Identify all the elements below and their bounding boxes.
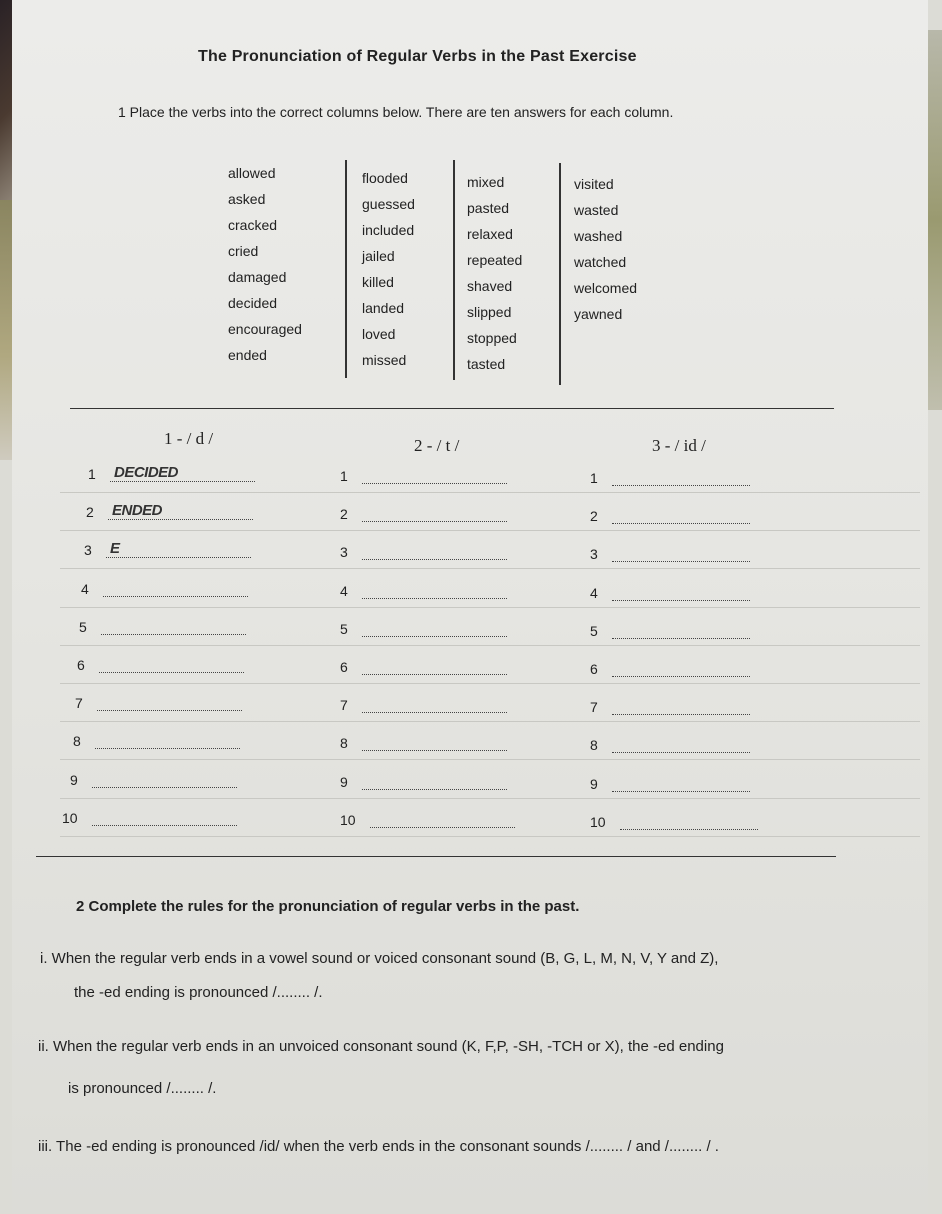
verb-item: asked — [228, 191, 266, 207]
answer-blank[interactable] — [362, 660, 507, 675]
answer-row — [77, 657, 244, 673]
answer-row — [590, 814, 758, 830]
answer-blank[interactable] — [620, 815, 758, 830]
verb-column-1 — [228, 160, 302, 368]
verb-item: yawned — [574, 306, 623, 322]
verb-item: missed — [362, 352, 407, 368]
answer-row — [340, 621, 507, 637]
verb-item: repeated — [467, 252, 523, 268]
answer-row — [81, 581, 248, 597]
verb-column-2 — [362, 165, 415, 373]
answer-blank[interactable] — [362, 507, 507, 522]
answer-number: 7 — [75, 695, 83, 711]
verb-item: landed — [362, 300, 405, 316]
verb-item: decided — [228, 295, 278, 311]
answer-blank[interactable] — [362, 736, 507, 751]
answer-row — [340, 659, 507, 675]
row-rule — [60, 607, 920, 608]
answer-row — [62, 810, 237, 826]
verb-item: stopped — [467, 330, 517, 346]
answer-number: 10 — [62, 810, 78, 826]
verb-item: jailed — [362, 248, 395, 264]
answer-blank[interactable] — [95, 734, 240, 749]
verb-item: mixed — [467, 174, 505, 190]
instruction-1: 1 Place the verbs into the correct columns below. There are ten answers for each column. — [118, 104, 674, 120]
answer-row — [340, 544, 507, 560]
handwritten-answer: DECIDED — [114, 464, 179, 481]
answer-number: 4 — [81, 581, 89, 597]
answer-blank[interactable] — [612, 777, 750, 792]
answer-row — [590, 546, 750, 562]
answer-number: 1 — [590, 470, 598, 486]
verb-column-3 — [467, 169, 522, 377]
answer-row — [73, 733, 240, 749]
answer-blank[interactable] — [99, 658, 244, 673]
row-rule — [60, 492, 920, 493]
answer-row — [86, 504, 253, 520]
verb-item: guessed — [362, 196, 415, 212]
handwritten-answer: ENDED — [112, 502, 163, 519]
verb-item: watched — [574, 254, 627, 270]
answer-blank[interactable] — [612, 509, 750, 524]
answer-row — [590, 661, 750, 677]
answer-row — [590, 585, 750, 601]
row-rule — [60, 798, 920, 799]
rule-1-line-2: the -ed ending is pronounced /........ /. — [74, 984, 323, 1001]
column-divider — [345, 160, 347, 378]
worksheet-title: The Pronunciation of Regular Verbs in the Past Exercise — [198, 48, 637, 65]
answer-number: 2 — [86, 504, 94, 520]
verb-item: encouraged — [228, 321, 302, 337]
answer-blank[interactable] — [612, 624, 750, 639]
answer-number: 3 — [84, 542, 92, 558]
answer-number: 7 — [340, 697, 348, 713]
table-bottom-rule — [36, 856, 836, 857]
question-2: 2 Complete the rules for the pronunciation of regular verbs in the past. — [76, 898, 580, 915]
answer-row — [75, 695, 242, 711]
answer-row — [340, 697, 507, 713]
verb-item: pasted — [467, 200, 510, 216]
answer-row — [340, 506, 507, 522]
answer-number: 6 — [77, 657, 85, 673]
answer-number: 1 — [88, 466, 96, 482]
answer-number: 1 — [340, 468, 348, 484]
answer-number: 6 — [340, 659, 348, 675]
row-rule — [60, 530, 920, 531]
verb-item: slipped — [467, 304, 512, 320]
answer-blank[interactable] — [97, 696, 242, 711]
verb-item: shaved — [467, 278, 513, 294]
verb-item: washed — [574, 228, 623, 244]
column-divider — [559, 163, 561, 385]
column-divider — [453, 160, 455, 380]
handwritten-answer: E — [110, 540, 120, 557]
verb-item: tasted — [467, 356, 506, 372]
header-d: 1 - / d / — [164, 429, 214, 448]
answer-number: 7 — [590, 699, 598, 715]
verb-item: cried — [228, 243, 259, 259]
answer-row — [590, 470, 750, 486]
answer-row — [340, 468, 507, 484]
answer-row — [340, 583, 507, 599]
verb-item: allowed — [228, 165, 276, 181]
rule-3: iii. The -ed ending is pronounced /id/ when the verb ends in the consonant sounds /........ / and /........ / . — [38, 1138, 719, 1155]
answer-blank[interactable] — [362, 698, 507, 713]
answer-number: 3 — [340, 544, 348, 560]
verb-item: damaged — [228, 269, 287, 285]
rule-1-line-1: i. When the regular verb ends in a vowel sound or voiced consonant sound (B, G, L, M, N, V, Y and Z), — [40, 950, 719, 967]
answer-number: 5 — [79, 619, 87, 635]
answer-number: 5 — [590, 623, 598, 639]
answer-row — [340, 735, 507, 751]
answer-row — [70, 772, 237, 788]
answer-row — [590, 623, 750, 639]
answer-number: 9 — [70, 772, 78, 788]
answer-number: 5 — [340, 621, 348, 637]
answer-blank[interactable] — [362, 775, 507, 790]
rule-2-line-1: ii. When the regular verb ends in an unvoiced consonant sound (K, F,P, -SH, -TCH or X), the -ed ending — [38, 1038, 724, 1055]
answer-blank[interactable] — [612, 547, 750, 562]
answer-blank[interactable] — [108, 502, 253, 520]
answer-row — [84, 542, 251, 558]
verb-item: welcomed — [574, 280, 638, 296]
verb-column-4 — [574, 171, 637, 327]
verb-item: ended — [228, 347, 267, 363]
verb-item: included — [362, 222, 415, 238]
answer-blank[interactable] — [106, 540, 251, 558]
answer-blank[interactable] — [612, 471, 750, 486]
answer-number: 9 — [590, 776, 598, 792]
answer-number: 4 — [340, 583, 348, 599]
answer-blank[interactable] — [362, 469, 507, 484]
answer-number: 2 — [340, 506, 348, 522]
answer-number: 10 — [340, 812, 356, 828]
answer-number: 8 — [590, 737, 598, 753]
answer-row — [590, 776, 750, 792]
verb-item: loved — [362, 326, 396, 342]
row-rule — [60, 568, 920, 569]
answer-blank[interactable] — [103, 582, 248, 597]
verb-item: flooded — [362, 170, 408, 186]
row-rule — [60, 759, 920, 760]
row-rule — [60, 721, 920, 722]
answer-blank[interactable] — [362, 545, 507, 560]
answer-blank[interactable] — [92, 773, 237, 788]
answer-number: 9 — [340, 774, 348, 790]
answer-number: 8 — [73, 733, 81, 749]
answer-blank[interactable] — [110, 464, 255, 482]
answer-blank[interactable] — [612, 662, 750, 677]
verb-item: cracked — [228, 217, 278, 233]
answer-blank[interactable] — [612, 586, 750, 601]
answer-number: 8 — [340, 735, 348, 751]
row-rule — [60, 645, 920, 646]
header-t: 2 - / t / — [414, 436, 460, 455]
answer-number: 3 — [590, 546, 598, 562]
answer-blank[interactable] — [612, 738, 750, 753]
answer-blank[interactable] — [362, 584, 507, 599]
answer-row — [340, 812, 515, 828]
verb-item: wasted — [574, 202, 619, 218]
answer-row — [590, 508, 750, 524]
verb-item: killed — [362, 274, 394, 290]
row-rule — [60, 836, 920, 837]
answer-blank[interactable] — [92, 811, 237, 826]
answer-row — [590, 699, 750, 715]
answer-blank[interactable] — [370, 813, 515, 828]
answer-number: 10 — [590, 814, 606, 830]
row-rule — [60, 683, 920, 684]
answer-row — [590, 737, 750, 753]
answer-blank[interactable] — [362, 622, 507, 637]
answer-number: 4 — [590, 585, 598, 601]
answer-row — [88, 466, 255, 482]
verb-item: visited — [574, 176, 614, 192]
table-top-rule — [70, 408, 834, 409]
header-id: 3 - / id / — [652, 436, 706, 455]
verb-item: relaxed — [467, 226, 513, 242]
answer-number: 2 — [590, 508, 598, 524]
rule-2-line-2: is pronounced /........ /. — [68, 1080, 217, 1097]
answer-row — [340, 774, 507, 790]
answer-row — [79, 619, 246, 635]
answer-blank[interactable] — [101, 620, 246, 635]
answer-number: 6 — [590, 661, 598, 677]
answer-blank[interactable] — [612, 700, 750, 715]
